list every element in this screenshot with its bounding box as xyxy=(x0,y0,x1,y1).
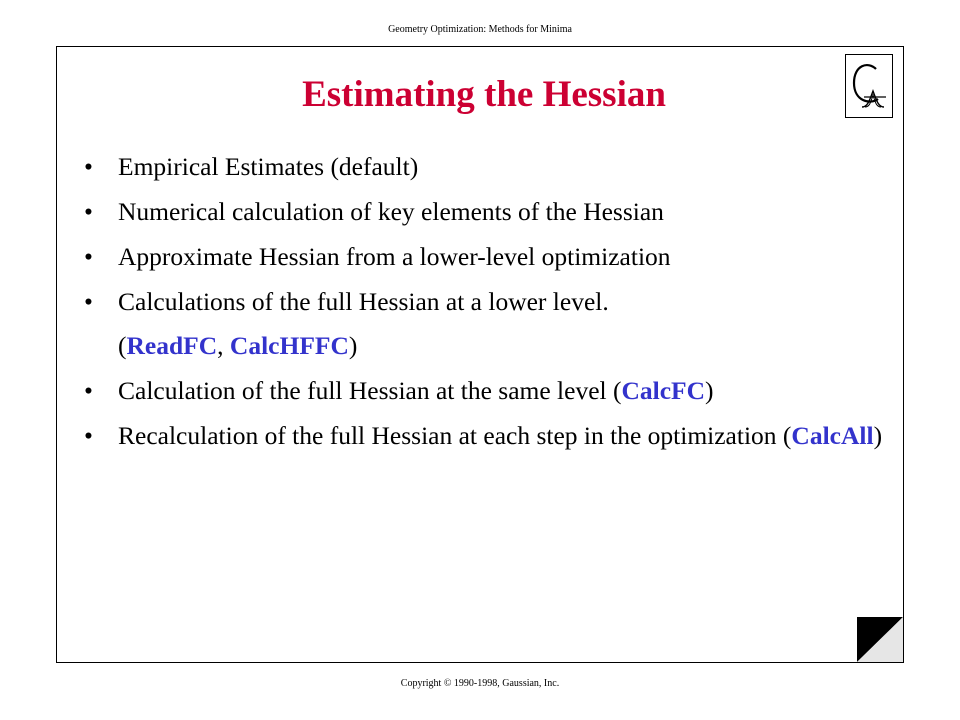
bullet-text: Approximate Hessian from a lower-level optimization xyxy=(118,242,671,271)
bullet-marker: • xyxy=(84,421,93,450)
paren-open: ( xyxy=(118,331,127,360)
bullet-text: Calculations of the full Hessian at a lower level. xyxy=(118,287,609,316)
bullet-text: Numerical calculation of key elements of the Hessian xyxy=(118,197,664,226)
slide-title: Estimating the Hessian xyxy=(302,74,666,115)
bullet-text: Calculation of the full Hessian at the same level ( xyxy=(118,376,622,405)
keyword-calcall: CalcAll xyxy=(791,421,874,450)
footer-copyright: Copyright © 1990-1998, Gaussian, Inc. xyxy=(400,678,560,689)
bullet-text: Empirical Estimates (default) xyxy=(118,152,419,181)
bullet-marker: • xyxy=(84,197,93,226)
bullet-marker: • xyxy=(84,242,93,271)
bullet-item xyxy=(84,376,884,406)
bullet-marker: • xyxy=(84,287,93,316)
keyword-separator: , xyxy=(217,331,230,360)
bullet-marker: • xyxy=(84,152,93,181)
bullet-item xyxy=(84,287,884,317)
bullet-item xyxy=(84,421,884,451)
keyword-calchffc: CalcHFFC xyxy=(229,331,349,360)
bullet-item xyxy=(84,242,884,272)
paren-close: ) xyxy=(348,331,358,360)
bullet-list xyxy=(84,152,884,466)
header-caption: Geometry Optimization: Methods for Minima xyxy=(388,24,572,35)
page-corner-icon xyxy=(857,617,903,662)
paren-close: ) xyxy=(873,421,883,450)
keyword-calcfc: CalcFC xyxy=(621,376,706,405)
bullet-continuation xyxy=(84,331,884,361)
gaussian-logo-icon xyxy=(845,54,893,118)
bullet-text: Recalculation of the full Hessian at each step in the optimization ( xyxy=(118,421,792,450)
bullet-item xyxy=(84,152,884,182)
bullet-item xyxy=(84,197,884,227)
keyword-readfc: ReadFC xyxy=(126,331,218,360)
paren-close: ) xyxy=(705,376,714,405)
bullet-marker: • xyxy=(84,376,93,405)
